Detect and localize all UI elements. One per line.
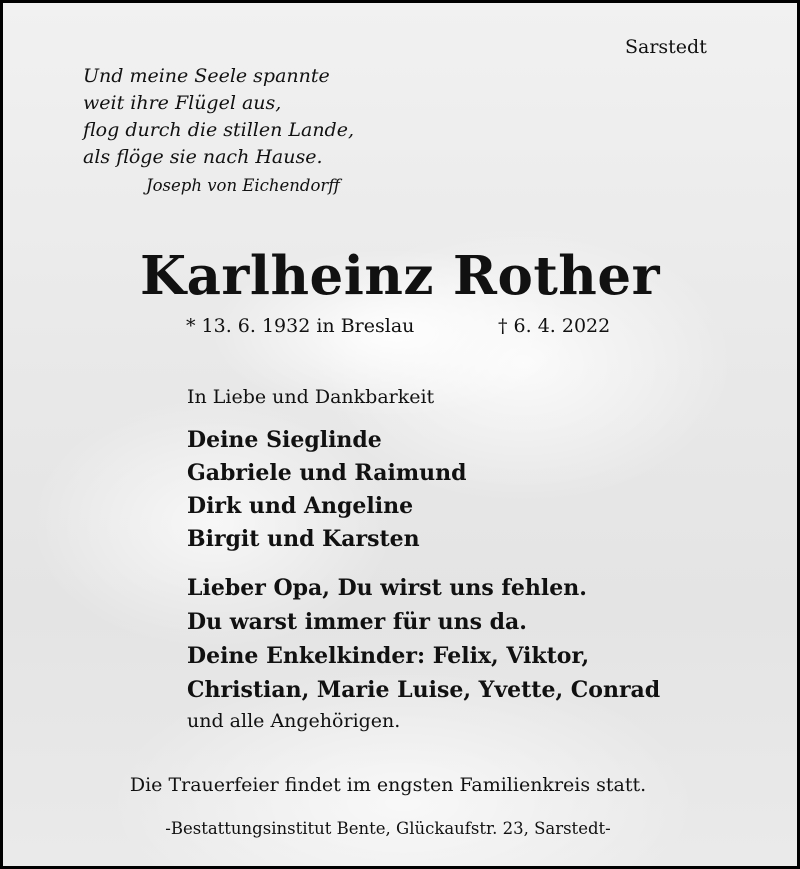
grandchildren-message xyxy=(187,571,660,707)
undertaker-info: -Bestattungsinstitut Bente, Glückaufstr. 23, Sarstedt- xyxy=(165,819,611,838)
poem-line: als flöge sie nach Hause. xyxy=(83,146,323,168)
family-member: Dirk und Angeline xyxy=(187,493,414,519)
family-member: Deine Sieglinde xyxy=(187,427,382,453)
funeral-note: Die Trauerfeier findet im engsten Familienkreis statt. xyxy=(129,774,647,796)
deceased-name: Karlheinz Rother xyxy=(140,245,660,307)
death-date: † 6. 4. 2022 xyxy=(498,315,611,337)
poem-line: flog durch die stillen Lande, xyxy=(83,119,355,141)
family-list xyxy=(187,424,466,556)
mourners-intro: In Liebe und Dankbarkeit xyxy=(187,386,435,408)
location-label: Sarstedt xyxy=(625,36,707,58)
message-line: Deine Enkelkinder: Felix, Viktor, xyxy=(187,643,590,669)
message-line: Christian, Marie Luise, Yvette, Conrad xyxy=(187,677,661,703)
poem-line: weit ihre Flügel aus, xyxy=(83,92,282,114)
family-member: Birgit und Karsten xyxy=(187,526,420,552)
poem-line: Und meine Seele spannte xyxy=(83,65,330,87)
relatives-line: und alle Angehörigen. xyxy=(187,710,401,732)
poem-author: Joseph von Eichendorff xyxy=(146,176,340,195)
message-line: Du warst immer für uns da. xyxy=(187,609,527,635)
family-member: Gabriele und Raimund xyxy=(187,460,467,486)
birth-date: * 13. 6. 1932 in Breslau xyxy=(186,315,415,337)
poem xyxy=(83,63,354,171)
message-line: Lieber Opa, Du wirst uns fehlen. xyxy=(187,575,587,601)
